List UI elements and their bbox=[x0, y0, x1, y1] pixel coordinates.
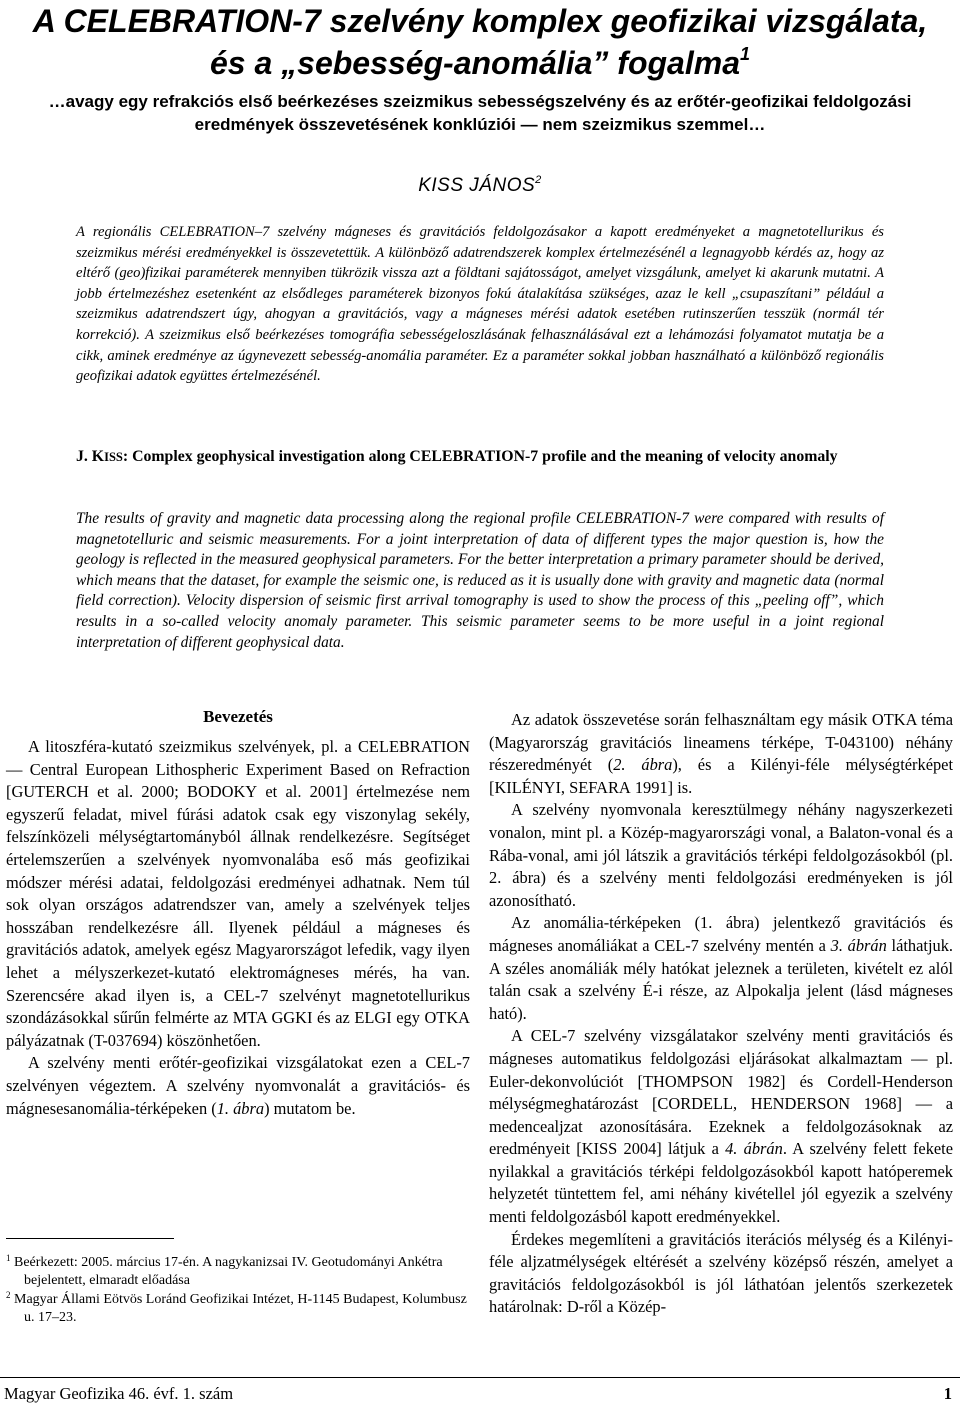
footnote-1 bbox=[6, 1254, 476, 1291]
citation-author: ORDELL bbox=[668, 1094, 734, 1114]
footer-divider bbox=[0, 1377, 960, 1378]
citation-author: UTERCH bbox=[23, 782, 89, 802]
figure-ref: 1. ábra bbox=[216, 1098, 265, 1118]
footnote-text: Magyar Állami Eötvös Loránd Geofizikai Intézet, H-1145 Budapest, Kolumbusz u. 17–23. bbox=[14, 1291, 467, 1326]
left-paragraph-1 bbox=[6, 736, 470, 1052]
author-name: KISS JÁNOS bbox=[418, 175, 536, 196]
en-author-rest: ISS bbox=[104, 450, 123, 464]
right-paragraph-4 bbox=[489, 1025, 953, 1228]
text-run: 1968] — a medencealjzat azonosítására. Ezeknek a feldolgozásoknak az eredményeit [K bbox=[489, 1094, 954, 1159]
text-run: ), és a Kilényi-féle mélységtérképet [K bbox=[489, 755, 953, 797]
author bbox=[0, 174, 960, 198]
left-column bbox=[6, 706, 470, 1120]
text-run: A litoszféra-kutató szeizmikus szelvények, pl. a CELEBRATION — Central European Lithospheric Experiment Based on Refraction [G bbox=[6, 737, 470, 802]
text-run: 1982] és Cordell-Henderson mélységmeghatározást [C bbox=[489, 1071, 953, 1114]
title-footnote-mark: 1 bbox=[739, 44, 750, 64]
footnote-mark: 2 bbox=[6, 1289, 11, 1300]
subtitle-line-2: eredmények összevetésének konklúziói — nem szeizmikus szemmel… bbox=[194, 115, 766, 134]
figure-ref: 3. ábrán bbox=[830, 935, 887, 955]
right-paragraph-3 bbox=[489, 912, 953, 1025]
en-title-text: : Complex geophysical investigation along CELEBRATION-7 profile and the meaning of velocity anomaly bbox=[122, 448, 838, 465]
text-run: 2004] látjuk a bbox=[617, 1139, 726, 1159]
text-run: A CEL-7 szelvény vizsgálatakor szelvény menti gravitációs és mágneses automatikus feldolgozási eljárásokat alkalmaztam — pl. Euler-dekonvolúciót [T bbox=[489, 1026, 953, 1091]
right-paragraph-1 bbox=[489, 709, 953, 799]
citation-author: ILÉNYI bbox=[506, 777, 561, 797]
footnotes bbox=[6, 1254, 476, 1328]
text-run: . A szelvény felett fekete nyilakkal a gravitációs térképi feldolgozásokból kapott hatóperemek helyzetét tüntettem fel, ami néhány kivétellel jól egyezik a szelvény menti feldolgozásból kapott eredményekkel. bbox=[489, 1139, 954, 1227]
title-line-1: A CELEBRATION-7 szelvény komplex geofizikai vizsgálata, bbox=[32, 3, 928, 39]
text-run: láthatjuk. A széles anomáliák mély hatókat jeleznek a területen, kivételt ez alól talán csak a szelvény É-i része, az Alpokalja jelent (lásd mágneses ható). bbox=[489, 935, 954, 1023]
author-footnote-mark: 2 bbox=[535, 174, 542, 186]
english-title bbox=[76, 446, 884, 468]
text-run: et al. 2001] értelmezése nem egyszerű feladat, mivel fúrási adatok csak egy viszonylag sekély, felszínközeli mélységtartományból állnak rendelkezésre. Segítséget értelemszerűen a szelvények nyomvonalába eső más geofizikai módszer mérési adatai, feldolgozási eredményei adhatnak. Nem túl sok olyan országos adatrendszer van, amely a szelvények teljes hosszában rendelkezésre áll. Ilyenek például a mágneses és gravitációs adatok, amelyek egész Magyarországot lefedik, vagy ilyen lehet a mélyszerkezet-kutató elektromágneses mérés, ha van. Szerencsére akad ilyen is, a CEL-7 szelvényt magnetotellurikus szondázásokkal sűrűn felmérte az MTA GGKI és az ELGI egy OTKA pályázatnak (T-037694) köszönhetően. bbox=[6, 782, 471, 1050]
citation-author: EFARA bbox=[578, 777, 631, 797]
journal-name: Magyar Geofizika 46. évf. 1. szám bbox=[4, 1384, 234, 1403]
text-run: 1991] is. bbox=[630, 777, 693, 797]
abstract-hungarian: A regionális CELEBRATION–7 szelvény mágneses és gravitációs feldolgozásakor a kapott eredményeket a magnetotellurikus és szeizmikus mérési eredményekkel is összevetettük. A különböző adatrendszerek komplex értelmezésénél a legnagyobb kérdés az, hogy az eltérő (geo)fizikai paraméterek mennyiben tükrözik vissza azt a földtani sajátosságot, amelyet vizsgálunk, amelyet ki akarunk mutatni. A jobb értelmezéshez esetenként az elsődleges paraméterek bizonyos fokú átalakítása szükséges, azaz le kell „csupaszítani” például a szeizmikus adatrendszert úgy, ahogyan a gravitációs, vagy a mágneses mérési adatok esetében rutinszerűen tesszük (normál tér korrekció). A szeizmikus első beérkezéses tomográfia sebességeloszlásának felhasználásával ezt a lehámozási folyamatot mutatja be a cikk, aminek eredménye az úgynevezett sebesség-anomália paraméter. Ez a paraméter sokkal jobban használható a különböző regionális geofizikai adatok együttes értelmezésénél. bbox=[76, 224, 884, 385]
text-run: , H bbox=[733, 1094, 763, 1114]
abstract-english: The results of gravity and magnetic data processing along the regional profile CELEBRATION-7 were compared with results of magnetotelluric and seismic measurements. For a joint interpretation of data of different types the major question is, how the geology is reflected in the measured geophysical parameters. For the better interpretation a primary parameter should be derived, which means that the dataset, for example the seismic one, is reduced as it is usually done with gravity and magnetic data (normal field correction). Velocity dispersion of seismic first arrival tomography is used to show the process of this „peeling off”, which results in a so-called velocity anomaly parameter. This seismic parameter seems to be more useful in a joint regional interpretation of different geophysical data. bbox=[76, 510, 884, 651]
text-run: Az anomália-térképeken (1. ábra) jelentkező gravitációs és mágneses anomáliákat a CEL-7 szelvény mentén a bbox=[489, 913, 953, 955]
page-number: 1 bbox=[943, 1384, 952, 1403]
figure-ref: 2. ábra bbox=[613, 755, 673, 775]
footnote-divider bbox=[6, 1238, 174, 1239]
subtitle-line-1: …avagy egy refrakciós első beérkezéses szeizmikus sebességszelvény és az erőtér-geofizikai feldolgozási bbox=[48, 92, 912, 111]
footnote-text: Beérkezett: 2005. március 17-én. A nagykanizsai IV. Geotudományi Ankétra bejelentett, elmaradt előadása bbox=[14, 1255, 443, 1289]
footnote-mark: 1 bbox=[6, 1253, 11, 1263]
text-run: Az adatok összevetése során felhasználtam egy másik OTKA téma (Magyarország gravitációs lineamens térképe, T-043100) néhány részeredményét ( bbox=[489, 710, 953, 775]
title-line-2: és a „sebesség-anomália” fogalma bbox=[209, 45, 740, 81]
article-title bbox=[6, 0, 954, 84]
citation-author: HOMPSON bbox=[652, 1071, 734, 1091]
text-run: , S bbox=[560, 777, 579, 797]
section-heading: Bevezetés bbox=[203, 707, 273, 726]
en-author-initial: J. K bbox=[76, 448, 105, 465]
citation-author: ENDERSON bbox=[762, 1094, 851, 1114]
right-paragraph-5: Érdekes megemlíteni a gravitációs iterációs mélység és a Kilényi-féle aljzatmélységek eltérését a szelvény középső részén, amelyet a gravitációs feldolgozásokból is jól láthatóan jelentős szerkezetek határolnak: D-ről a Közép- bbox=[489, 1229, 953, 1317]
figure-ref: 4. ábrán bbox=[725, 1139, 783, 1159]
right-column bbox=[489, 709, 953, 1319]
article-subtitle bbox=[6, 90, 954, 136]
text-run: A szelvény menti erőtér-geofizikai vizsgálatokat ezen a CEL-7 szelvényen végeztem. A szelvény nyomvonalát a gravitációs- és mágnesesanomália-térképeken ( bbox=[6, 1053, 470, 1118]
citation-author: ODOKY bbox=[197, 782, 258, 802]
right-paragraph-2: A szelvény nyomvonala keresztülmegy néhány nagyszerkezeti vonalon, mint pl. a Közép-magyarországi vonal, a Balaton-vonal és a Rába-vonal, ami jól látszik a gravitációs térképi feldolgozásokból (pl. 2. ábra) és a szelvény menti feldolgozási eredményeken is jól azonosítható. bbox=[489, 800, 953, 910]
text-run: ) mutatom be. bbox=[264, 1098, 356, 1118]
left-paragraph-2 bbox=[6, 1052, 470, 1120]
text-run: et al. 2000; B bbox=[88, 782, 198, 802]
footnote-2 bbox=[6, 1291, 476, 1328]
citation-author: ISS bbox=[593, 1139, 618, 1159]
